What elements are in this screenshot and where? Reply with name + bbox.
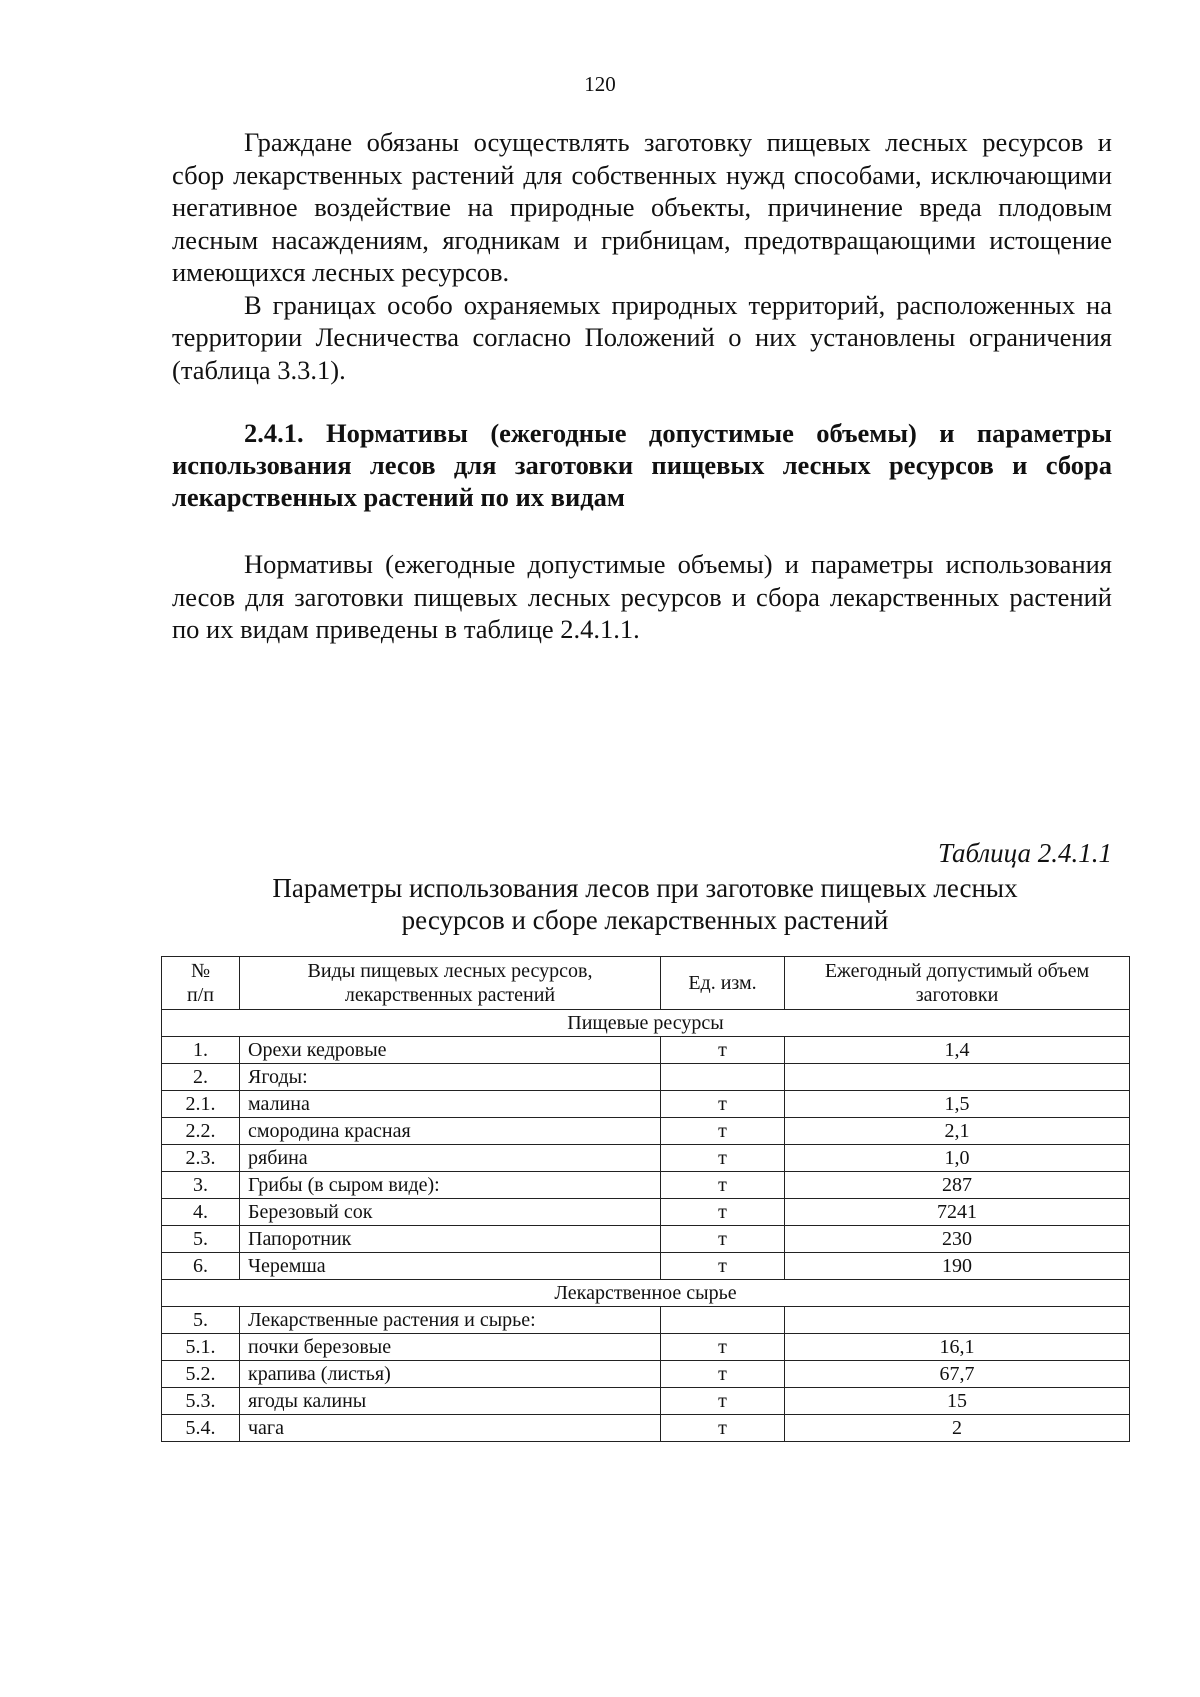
cell-num: 5. — [162, 1307, 240, 1334]
table-caption — [160, 872, 1130, 936]
cell-unit: т — [661, 1172, 785, 1199]
section-heading: 2.4.1. Нормативы (ежегодные допустимые объемы) и параметры использования лесов для заготовки пищевых лесных ресурсов и сбора лекарственных растений по их видам — [172, 418, 1112, 512]
cell-num: 4. — [162, 1199, 240, 1226]
cell-unit: т — [661, 1037, 785, 1064]
cell-value: 2 — [785, 1415, 1130, 1442]
table-row — [162, 1037, 1130, 1064]
header-unit: Ед. изм. — [661, 957, 785, 1010]
cell-name: Ягоды: — [240, 1064, 661, 1091]
intro-text — [172, 126, 1112, 386]
cell-num: 2.2. — [162, 1118, 240, 1145]
cell-name: смородина красная — [240, 1118, 661, 1145]
cell-name: рябина — [240, 1145, 661, 1172]
cell-unit — [661, 1307, 785, 1334]
cell-unit: т — [661, 1091, 785, 1118]
table-header-row — [162, 957, 1130, 1010]
table-row — [162, 1361, 1130, 1388]
cell-unit: т — [661, 1361, 785, 1388]
cell-name: Папоротник — [240, 1226, 661, 1253]
cell-num: 6. — [162, 1253, 240, 1280]
cell-value: 16,1 — [785, 1334, 1130, 1361]
cell-num: 5.1. — [162, 1334, 240, 1361]
header-type-line-1: Виды пищевых лесных ресурсов, — [307, 960, 593, 982]
table-row — [162, 1172, 1130, 1199]
header-volume — [785, 957, 1130, 1010]
cell-unit: т — [661, 1145, 785, 1172]
cell-unit — [661, 1064, 785, 1091]
table-row — [162, 1064, 1130, 1091]
cell-value: 2,1 — [785, 1118, 1130, 1145]
header-type-line-2: лекарственных растений — [344, 984, 556, 1006]
table-label: Таблица 2.4.1.1 — [937, 838, 1112, 868]
cell-value: 1,5 — [785, 1091, 1130, 1118]
cell-name: ягоды калины — [240, 1388, 661, 1415]
table-caption-line-2: ресурсов и сборе лекарственных растений — [401, 905, 889, 935]
table-row — [162, 1334, 1130, 1361]
cell-num: 3. — [162, 1172, 240, 1199]
table-row — [162, 1253, 1130, 1280]
cell-value — [785, 1064, 1130, 1091]
cell-value: 15 — [785, 1388, 1130, 1415]
paragraph-2: В границах особо охраняемых природных территорий, расположенных на территории Лесничества согласно Положений о них установлены ограничения (таблица 3.3.1). — [172, 289, 1112, 385]
table-row — [162, 1388, 1130, 1415]
cell-name: чага — [240, 1415, 661, 1442]
page-number: 120 — [584, 72, 616, 96]
section-paragraph: Нормативы (ежегодные допустимые объемы) и параметры использования лесов для заготовки пищевых лесных ресурсов и сбора лекарственных растений по их видам приведены в таблице 2.4.1.1. — [172, 549, 1112, 644]
cell-num: 1. — [162, 1037, 240, 1064]
cell-num: 5. — [162, 1226, 240, 1253]
table-row — [162, 1226, 1130, 1253]
table-row — [162, 1307, 1130, 1334]
table-section-row — [162, 1280, 1130, 1307]
cell-num: 5.4. — [162, 1415, 240, 1442]
cell-unit: т — [661, 1388, 785, 1415]
table-row — [162, 1199, 1130, 1226]
table-row — [162, 1118, 1130, 1145]
table-caption-line-1: Параметры использования лесов при заготовке пищевых лесных — [272, 873, 1018, 903]
cell-value: 67,7 — [785, 1361, 1130, 1388]
cell-num: 2.3. — [162, 1145, 240, 1172]
section-title: Лекарственное сырье — [162, 1280, 1130, 1307]
table-row — [162, 1145, 1130, 1172]
cell-value: 1,4 — [785, 1037, 1130, 1064]
header-volume-line-1: Ежегодный допустимый объем — [824, 960, 1090, 982]
cell-name: почки березовые — [240, 1334, 661, 1361]
cell-value: 287 — [785, 1172, 1130, 1199]
cell-unit: т — [661, 1199, 785, 1226]
cell-unit: т — [661, 1334, 785, 1361]
cell-num: 2. — [162, 1064, 240, 1091]
cell-value: 190 — [785, 1253, 1130, 1280]
cell-num: 2.1. — [162, 1091, 240, 1118]
section-title: Пищевые ресурсы — [162, 1010, 1130, 1037]
table-body — [162, 1010, 1130, 1442]
cell-name: Березовый сок — [240, 1199, 661, 1226]
cell-num: 5.2. — [162, 1361, 240, 1388]
section-text — [172, 548, 1112, 646]
cell-name: Орехи кедровые — [240, 1037, 661, 1064]
header-type — [240, 957, 661, 1010]
cell-name: крапива (листья) — [240, 1361, 661, 1388]
cell-num: 5.3. — [162, 1388, 240, 1415]
table-row — [162, 1415, 1130, 1442]
cell-name: Грибы (в сыром виде): — [240, 1172, 661, 1199]
header-num-line-1: № — [190, 960, 211, 982]
table-section-row — [162, 1010, 1130, 1037]
cell-value: 230 — [785, 1226, 1130, 1253]
cell-name: Черемша — [240, 1253, 661, 1280]
resources-table — [161, 956, 1130, 1442]
header-num — [162, 957, 240, 1010]
table-row — [162, 1091, 1130, 1118]
header-volume-line-2: заготовки — [915, 984, 999, 1006]
cell-value: 7241 — [785, 1199, 1130, 1226]
cell-name: Лекарственные растения и сырье: — [240, 1307, 661, 1334]
header-num-line-2: п/п — [187, 984, 214, 1006]
cell-unit: т — [661, 1118, 785, 1145]
cell-unit: т — [661, 1226, 785, 1253]
cell-unit: т — [661, 1253, 785, 1280]
cell-value: 1,0 — [785, 1145, 1130, 1172]
cell-unit: т — [661, 1415, 785, 1442]
cell-name: малина — [240, 1091, 661, 1118]
cell-value — [785, 1307, 1130, 1334]
paragraph-1: Граждане обязаны осуществлять заготовку пищевых лесных ресурсов и сбор лекарственных растений для собственных нужд способами, исключающими негативное воздействие на природные объекты, причинение вреда плодовым лесным насаждениям, ягодникам и грибницам, предотвращающими истощение имеющихся лесных ресурсов. — [172, 127, 1112, 287]
